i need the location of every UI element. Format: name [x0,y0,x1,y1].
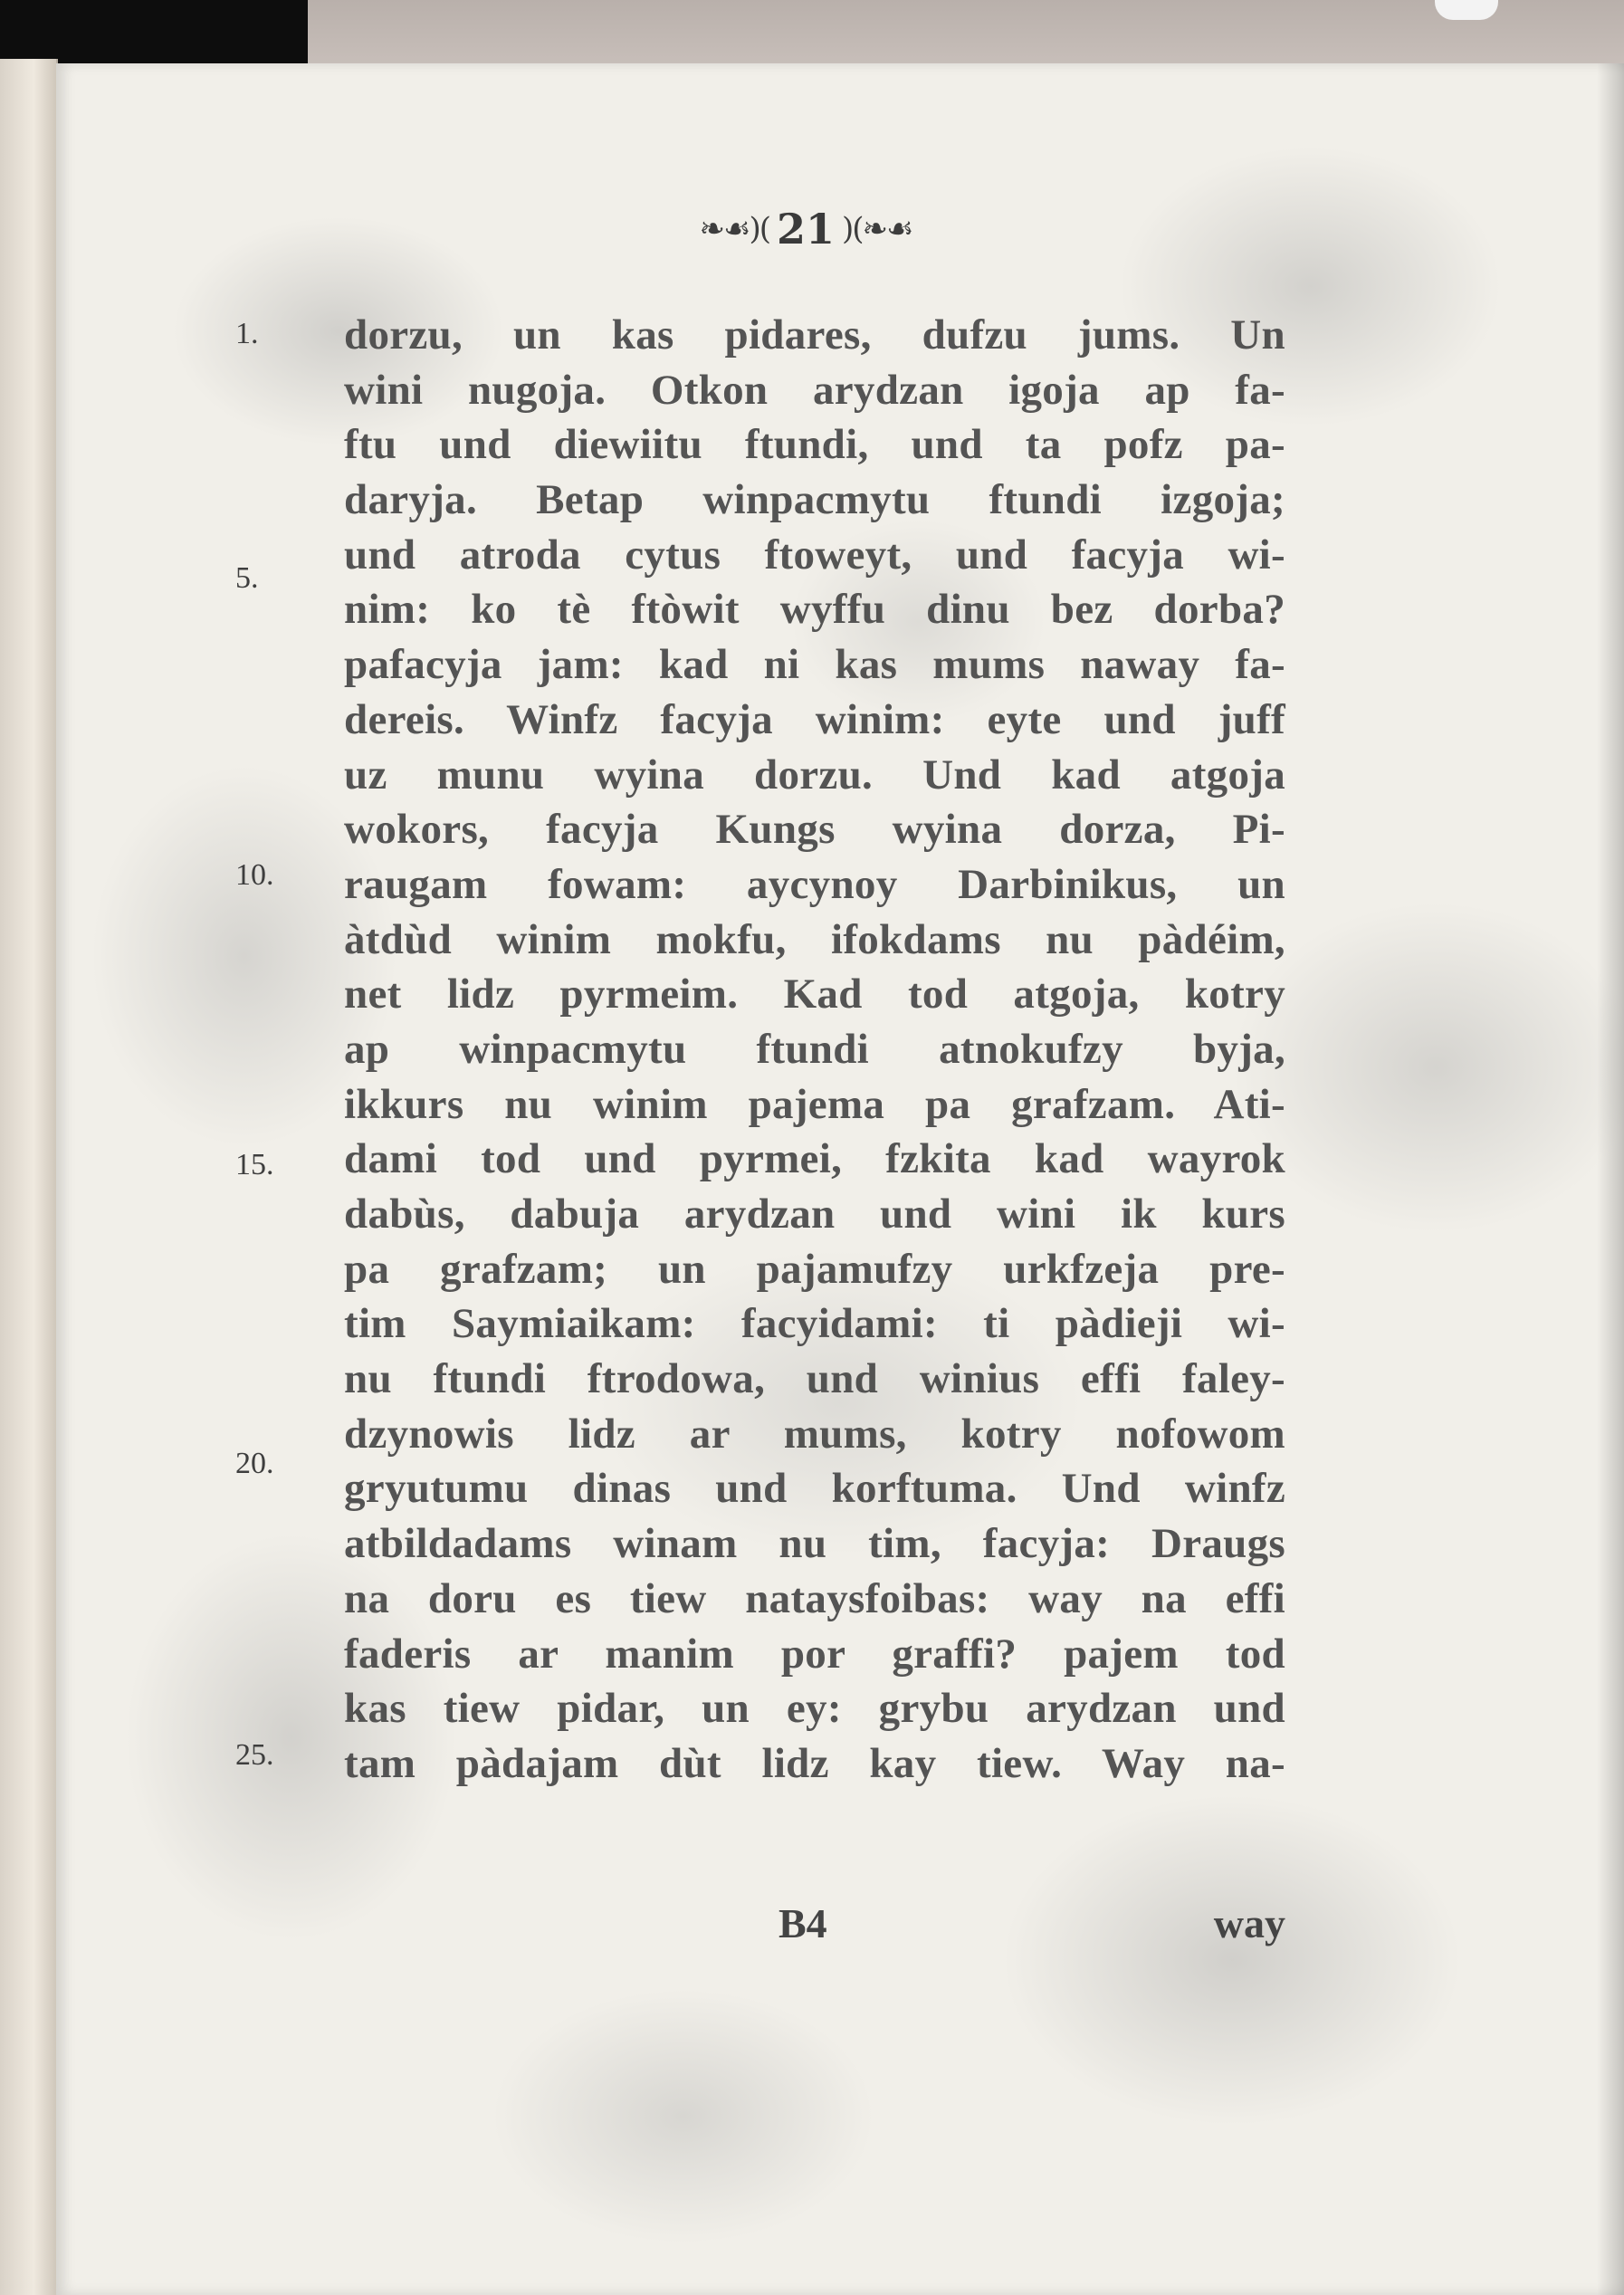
body-text [344,308,1285,1792]
text-line: raugam fowam: aycynoy Darbinikus, un [344,860,1285,908]
text-line: kas tiew pidar, un ey: grybu arydzan und [344,1685,1285,1733]
page-footer [344,1899,1285,1956]
text-line: und atroda cytus ftoweyt, und facyja wi- [344,531,1285,579]
header-ornament-left-icon: ❧☙)( [699,211,769,247]
text-line: dabùs, dabuja arydzan und wini ik kurs [344,1191,1285,1238]
text-line: atbildadams winam nu tim, facyja: Draugs [344,1520,1285,1568]
text-line: pa grafzam; un pajamufzy urkfzeja pre- [344,1245,1285,1293]
text-line: daryja. Betap winpacmytu ftundi izgoja; [344,476,1285,524]
text-line: ap winpacmytu ftundi atnokufzy byja, [344,1025,1285,1073]
text-line: dami tod und pyrmei, fzkita kad wayrok [344,1135,1285,1183]
text-line: na doru es tiew nataysfoibas: way na effi [344,1574,1285,1622]
text-line: dzynowis lidz ar mums, kotry nofowom [344,1410,1285,1458]
line-number: 1. [235,317,259,350]
text-line: gryutumu dinas und korftuma. Und winfz [344,1465,1285,1513]
text-line: tam pàdajam dùt lidz kay tiew. Way na- [344,1739,1285,1787]
text-line: faderis ar manim por graffi? pajem tod [344,1630,1285,1678]
book-page-edge-left [0,59,58,2295]
text-line: nim: ko tè ftòwit wyffu dinu bez dorba? [344,586,1285,634]
text-line: ftu und diewiitu ftundi, und ta pofz pa- [344,421,1285,469]
text-line: pafacyja jam: kad ni kas mums naway fa- [344,641,1285,689]
signature-mark: B4 [779,1900,827,1946]
text-line: àtdùd winim mokfu, ifokdams nu pàdéim, [344,915,1285,963]
page-header [652,201,960,257]
line-number: 10. [235,858,274,892]
line-number: 20. [235,1447,274,1480]
line-number: 15. [235,1148,274,1181]
text-line: dereis. Winfz facyja winim: eyte und juff [344,695,1285,743]
text-line: uz munu wyina dorzu. Und kad atgoja [344,751,1285,798]
page-corner-tab [1435,0,1498,20]
line-number: 25. [235,1738,274,1772]
text-line: dorzu, un kas pidares, dufzu jums. Un [344,311,1285,359]
text-line: wokors, facyja Kungs wyina dorza, Pi- [344,806,1285,854]
text-line: net lidz pyrmeim. Kad tod atgoja, kotry [344,971,1285,1018]
text-line: nu ftundi ftrodowa, und winius effi faley- [344,1355,1285,1403]
text-line: tim Saymiaikam: facyidami: ti pàdieji wi- [344,1300,1285,1348]
book-page-edge-right [1597,63,1624,2295]
scanner-background-top [308,0,1624,68]
header-ornament-right-icon: )(❧☙ [842,211,912,247]
page-number: 21 [776,205,835,253]
text-line: wini nugoja. Otkon arydzan igoja ap fa- [344,366,1285,414]
catchword: way [1213,1900,1285,1946]
line-number: 5. [235,561,259,595]
text-line: ikkurs nu winim pajema pa grafzam. Ati- [344,1080,1285,1128]
